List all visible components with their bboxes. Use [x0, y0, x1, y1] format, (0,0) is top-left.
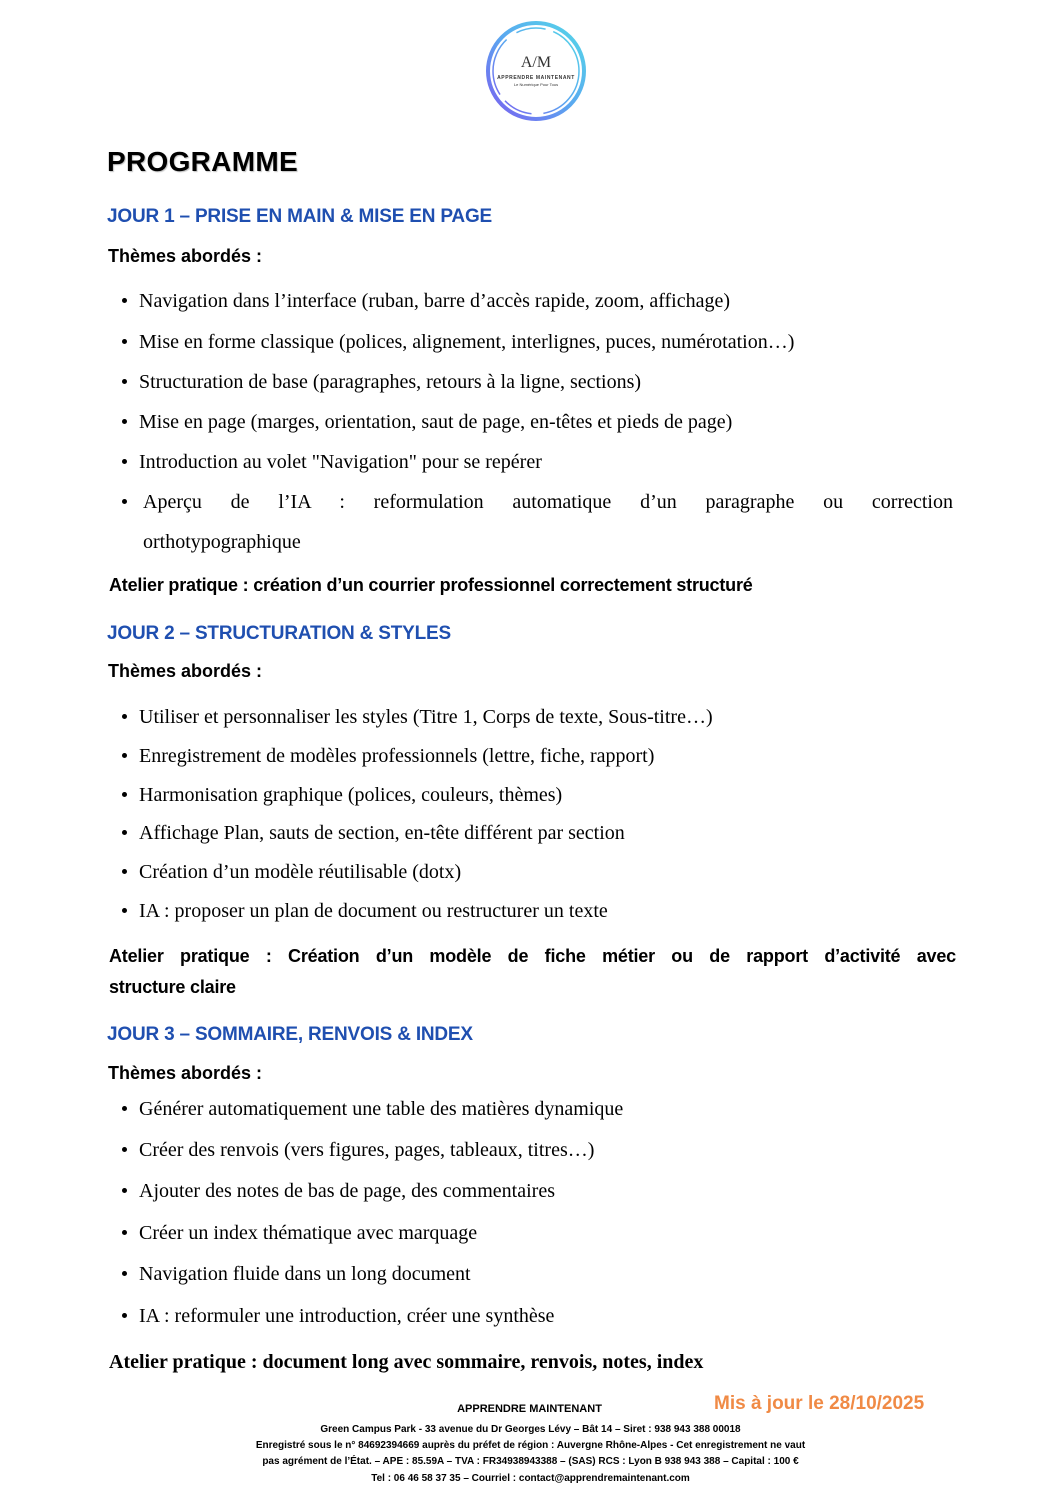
bullet-icon — [122, 379, 127, 384]
list-item: Générer automatiquement une table des matières dynamique — [122, 1097, 623, 1121]
bullet-icon — [122, 459, 127, 464]
list-item: Créer des renvois (vers figures, pages, tableaux, titres…) — [122, 1138, 594, 1162]
bullet-icon — [122, 298, 127, 303]
day-2-heading: JOUR 2 – STRUCTURATION & STYLES — [107, 623, 451, 644]
list-item: Mise en page (marges, orientation, saut de page, en-têtes et pieds de page) — [122, 410, 732, 434]
day-1-workshop: Atelier pratique : création d’un courrier professionnel correctement structuré — [109, 575, 753, 595]
bullet-icon — [122, 792, 127, 797]
bullet-icon — [122, 339, 127, 344]
bullet-icon — [122, 714, 127, 719]
day-3-workshop: Atelier pratique : document long avec sommaire, renvois, notes, index — [109, 1351, 704, 1373]
page-title: PROGRAMME — [107, 146, 298, 177]
list-item: Navigation dans l’interface (ruban, barre d’accès rapide, zoom, affichage) — [122, 289, 730, 313]
bullet-icon — [122, 869, 127, 874]
day-1-heading: JOUR 1 – PRISE EN MAIN & MISE EN PAGE — [107, 206, 492, 227]
bullet-icon — [122, 753, 127, 758]
day-2-themes-label: Thèmes abordés : — [108, 661, 263, 681]
bullet-icon — [122, 1313, 127, 1318]
bullet-icon — [122, 419, 127, 424]
footer-contact: Tel : 06 46 58 37 35 – Courriel : contact@apprendremaintenant.com — [371, 1473, 690, 1484]
logo-monogram: A/M — [520, 54, 552, 71]
day-3-heading: JOUR 3 – SOMMAIRE, RENVOIS & INDEX — [107, 1024, 473, 1045]
list-item: Enregistrement de modèles professionnels (lettre, fiche, rapport) — [122, 744, 654, 768]
list-item — [122, 490, 139, 514]
logo-tagline: Le Numérique Pour Tous — [513, 82, 559, 87]
bullet-icon — [122, 1230, 127, 1235]
list-item: Mise en forme classique (polices, alignement, interlignes, puces, numérotation…) — [122, 330, 794, 354]
list-item: Navigation fluide dans un long document — [122, 1262, 471, 1286]
day-2-workshop-line-2: structure claire — [109, 977, 236, 997]
footer-company-name: APPRENDRE MAINTENANT — [457, 1403, 602, 1415]
list-item-continuation: orthotypographique — [143, 531, 301, 553]
day-3-themes-label: Thèmes abordés : — [108, 1063, 263, 1083]
list-item: Création d’un modèle réutilisable (dotx) — [122, 860, 461, 884]
list-item: Harmonisation graphique (polices, couleurs, thèmes) — [122, 783, 562, 807]
list-item-text: Aperçu de l’IA : reformulation automatique d’un paragraphe ou correction — [143, 491, 953, 513]
bullet-icon — [122, 1106, 127, 1111]
list-item: IA : reformuler une introduction, créer une synthèse — [122, 1304, 554, 1328]
logo-brand: APPRENDRE MAINTENANT — [497, 75, 575, 81]
day-1-themes-label: Thèmes abordés : — [108, 246, 263, 266]
day-2-workshop-line-1: Atelier pratique : Création d’un modèle de fiche métier ou de rapport d’activité avec — [109, 946, 956, 966]
bullet-icon — [122, 1147, 127, 1152]
footer-registration-1: Enregistré sous le n° 84692394669 auprès du préfet de région : Auvergne Rhône-Alpes - Cet enregistrement ne vaut — [255, 1440, 806, 1451]
list-item: Utiliser et personnaliser les styles (Titre 1, Corps de texte, Sous-titre…) — [122, 705, 713, 729]
footer-registration-2: pas agrément de l’État. – APE : 85.59A – TVA : FR34938943388 – (SAS) RCS : Lyon B 938 943 388 – Capital : 100 € — [262, 1456, 799, 1467]
list-item: Créer un index thématique avec marquage — [122, 1221, 477, 1245]
footer-address: Green Campus Park - 33 avenue du Dr Georges Lévy – Bât 14 – Siret : 938 943 388 00018 — [320, 1424, 741, 1435]
bullet-icon — [122, 499, 127, 504]
bullet-icon — [122, 1271, 127, 1276]
bullet-icon — [122, 908, 127, 913]
list-item: Structuration de base (paragraphes, retours à la ligne, sections) — [122, 370, 641, 394]
list-item: Introduction au volet "Navigation" pour se repérer — [122, 450, 542, 474]
updated-date: Mis à jour le 28/10/2025 — [714, 1393, 925, 1414]
bullet-icon — [122, 830, 127, 835]
list-item: IA : proposer un plan de document ou restructurer un texte — [122, 899, 608, 923]
list-item: Ajouter des notes de bas de page, des commentaires — [122, 1179, 555, 1203]
bullet-icon — [122, 1188, 127, 1193]
company-logo — [484, 19, 588, 123]
list-item: Affichage Plan, sauts de section, en-tête différent par section — [122, 821, 625, 845]
logo-ring-icon — [484, 19, 588, 123]
